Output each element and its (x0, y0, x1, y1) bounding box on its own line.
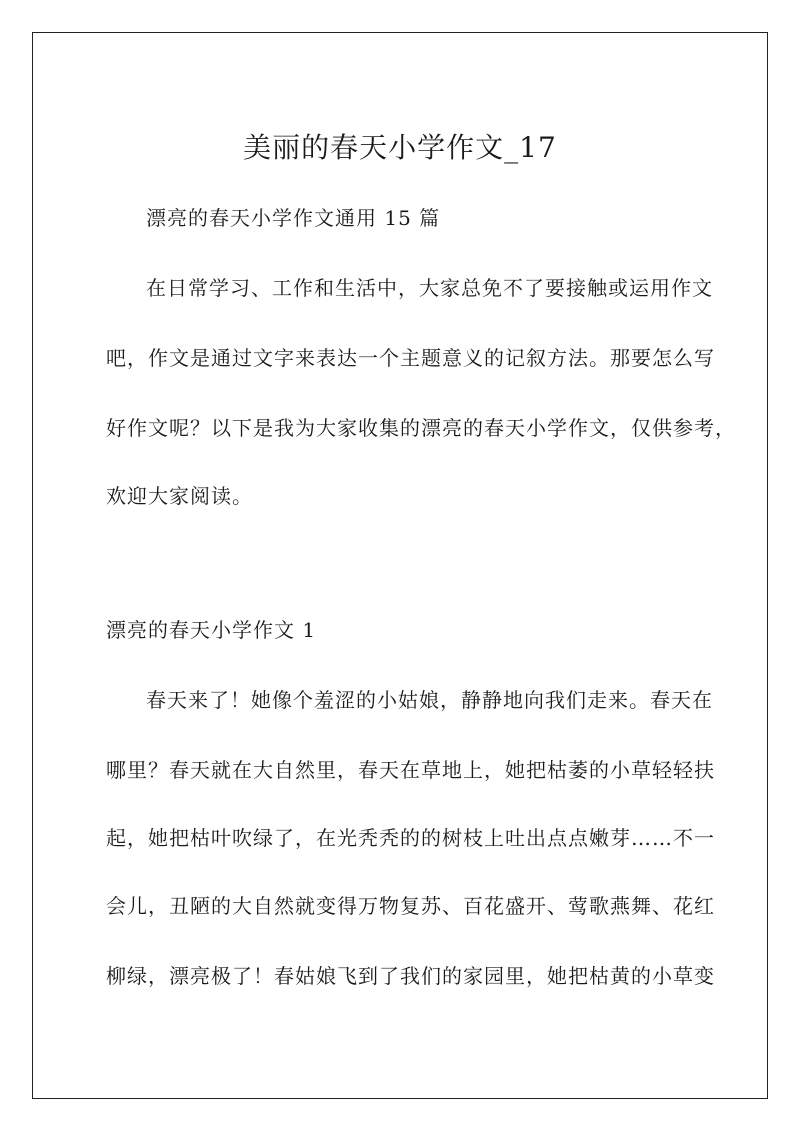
intro-line: 在日常学习、工作和生活中，大家总免不了要接触或运用作文 (146, 276, 713, 300)
intro-line: 好作文呢？以下是我为大家收集的漂亮的春天小学作文，仅供参考， (106, 416, 736, 440)
essay-line: 哪里？春天就在大自然里，春天在草地上，她把枯萎的小草轻轻扶 (106, 758, 715, 782)
section-heading: 漂亮的春天小学作文 1 (106, 618, 317, 642)
essay-line: 春天来了！她像个羞涩的小姑娘，静静地向我们走来。春天在 (146, 688, 713, 712)
document-subtitle: 漂亮的春天小学作文通用 15 篇 (146, 206, 441, 230)
essay-line: 柳绿，漂亮极了！春姑娘飞到了我们的家园里，她把枯黄的小草变 (106, 964, 715, 988)
intro-line: 欢迎大家阅读。 (106, 484, 253, 508)
essay-line: 会儿，丑陋的大自然就变得万物复苏、百花盛开、莺歌燕舞、花红 (106, 894, 715, 918)
document-title: 美丽的春天小学作文_17 (243, 131, 557, 164)
page-border (32, 32, 768, 1099)
essay-line: 起，她把枯叶吹绿了，在光秃秃的的树枝上吐出点点嫩芽……不一 (106, 826, 715, 850)
intro-line: 吧，作文是通过文字来表达一个主题意义的记叙方法。那要怎么写 (106, 346, 715, 370)
